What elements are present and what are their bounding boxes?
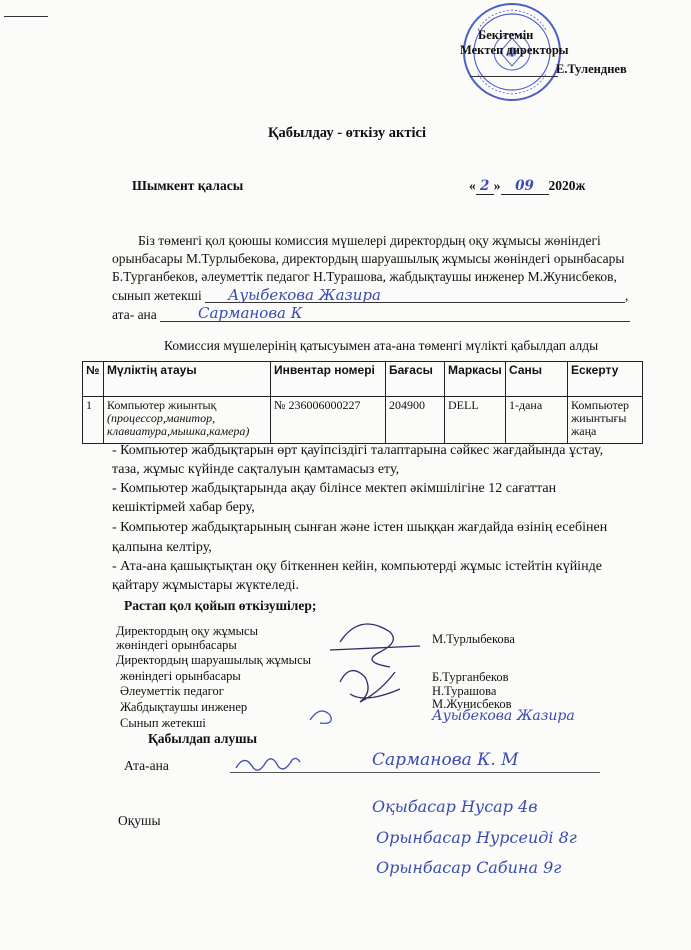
receivers-heading: Қабылдап алушы — [148, 731, 258, 746]
obligation-line-2: таза, жұмыс күйінде сақталуын қамтамасыз ету, — [112, 462, 400, 477]
date-year: 2020ж — [548, 178, 586, 193]
student-1: Оқыбасар Нусар 4в — [372, 797, 538, 816]
property-table — [82, 361, 643, 444]
parent-handwritten-name: Сарманова К — [198, 304, 303, 322]
obligation-line-7: - Ата-ана қашықтықтан оқу біткеннен кейін, компьютерді жұмыс істейтін күйінде — [112, 559, 602, 574]
approval-line-1: Бекітемін — [478, 28, 534, 42]
date — [469, 178, 585, 195]
signer-3-role: Әлеуметтік педагог — [120, 684, 224, 698]
date-day: 2 — [476, 178, 494, 195]
date-month: 09 — [501, 178, 549, 195]
parent-row-name: Сарманова К. М — [372, 750, 519, 770]
table-header-row — [83, 362, 643, 397]
signature-scribbles — [300, 612, 440, 732]
signers-heading: Растап қол қойып өткізушілер; — [124, 598, 317, 613]
obligation-line-8: қайтару жұмыстары жүктеледі. — [112, 578, 300, 593]
commission-line: Комиссия мүшелерінің қатысуымен ата-ана төменгі мүлікті қабылдап алды — [164, 338, 599, 353]
cell-num: 1 — [83, 397, 104, 444]
cell-qty: 1-дана — [506, 397, 568, 444]
signer-3-name: Н.Турашова — [432, 684, 497, 698]
header-price: Бағасы — [386, 362, 445, 397]
header-num: № — [83, 362, 104, 397]
teacher-comma: , — [625, 288, 629, 303]
date-open-quote: « — [469, 178, 476, 193]
signer-2-role-2: жөніндегі орынбасары — [120, 669, 241, 683]
header-note: Ескерту — [568, 362, 643, 397]
approval-line-2: Мектеп директоры — [460, 43, 569, 57]
header-brand: Маркасы — [445, 362, 506, 397]
cell-name-detail: (процессор,манитор, клавиатура,мышка,камера) — [107, 411, 250, 438]
student-row-label: Оқушы — [118, 813, 161, 828]
signer-1-name: М.Турлыбекова — [432, 632, 515, 646]
student-3: Орынбасар Сабина 9г — [376, 858, 562, 877]
cell-name-main: Компьютер жиынтық — [107, 398, 217, 412]
table-row — [83, 397, 643, 444]
signer-2-name: Б.Турганбеков — [432, 670, 509, 684]
approval-line-3: Е.Туленднев — [556, 62, 627, 76]
intro-line-1: Біз төменгі қол қоюшы комиссия мүшелері директордың оқу жұмысы жөніндегі — [138, 233, 601, 248]
student-2: Орынбасар Нурсеиді 8г — [376, 828, 577, 847]
obligation-line-4: кешіктірмей хабар беру, — [112, 500, 255, 515]
approval-underline — [470, 76, 558, 77]
parent-signature — [232, 752, 304, 776]
header-qty: Саны — [506, 362, 568, 397]
signer-4-name: М.Жунисбеков — [432, 697, 512, 711]
parent-label: ата- ана — [112, 307, 157, 322]
cell-price: 204900 — [386, 397, 445, 444]
corner-line — [4, 16, 48, 17]
teacher-label: сынып жетекші — [112, 288, 202, 303]
parent-row-label: Ата-ана — [124, 758, 169, 773]
page-title: Қабылдау - өткізу актісі — [268, 125, 427, 141]
signer-2-role-1: Директордың шаруашылық жұмысы — [116, 653, 312, 667]
signer-4-role: Жабдықтаушы инженер — [120, 700, 248, 714]
obligation-line-6: қалпына келтіру, — [112, 540, 212, 555]
cell-note: Компьютер жиынтығы жаңа — [568, 397, 643, 444]
teacher-handwritten-name: Ауыбекова Жазира — [228, 286, 381, 304]
signer-5-handwritten-name: Ауыбекова Жазира — [432, 708, 575, 724]
obligation-line-5: - Компьютер жабдықтарының сынған және істен шыққан жағдайда өзінің есебінен — [112, 520, 608, 535]
signer-5-role: Сынып жетекші — [120, 716, 206, 730]
obligation-line-3: - Компьютер жабдықтарында ақау білінсе мектеп әкімшілігіне 12 сағаттан — [112, 481, 557, 496]
header-inventory: Инвентар номері — [271, 362, 386, 397]
signer-1-role-1: Директордың оқу жұмысы — [116, 624, 258, 638]
header-name: Мүліктің атауы — [104, 362, 271, 397]
cell-name — [104, 397, 271, 444]
signer-1-role-2: жөніндегі орынбасары — [116, 638, 237, 652]
obligation-line-1: - Компьютер жабдықтарын өрт қауіпсіздігі талаптарына сәйкес жағдайында ұстау, — [112, 443, 604, 458]
city: Шымкент қаласы — [132, 178, 244, 193]
cell-inventory: № 236006000227 — [271, 397, 386, 444]
date-close-quote: » — [493, 178, 501, 193]
intro-line-2: орынбасары М.Турлыбекова, директордың шаруашылық жұмысы жөніндегі орынбасары — [112, 251, 625, 266]
cell-brand: DELL — [445, 397, 506, 444]
intro-line-3: Б.Турганбеков, әлеуметтік педагог Н.Турашова, жабдықтаушы инженер М.Жунисбеков, — [112, 269, 617, 284]
